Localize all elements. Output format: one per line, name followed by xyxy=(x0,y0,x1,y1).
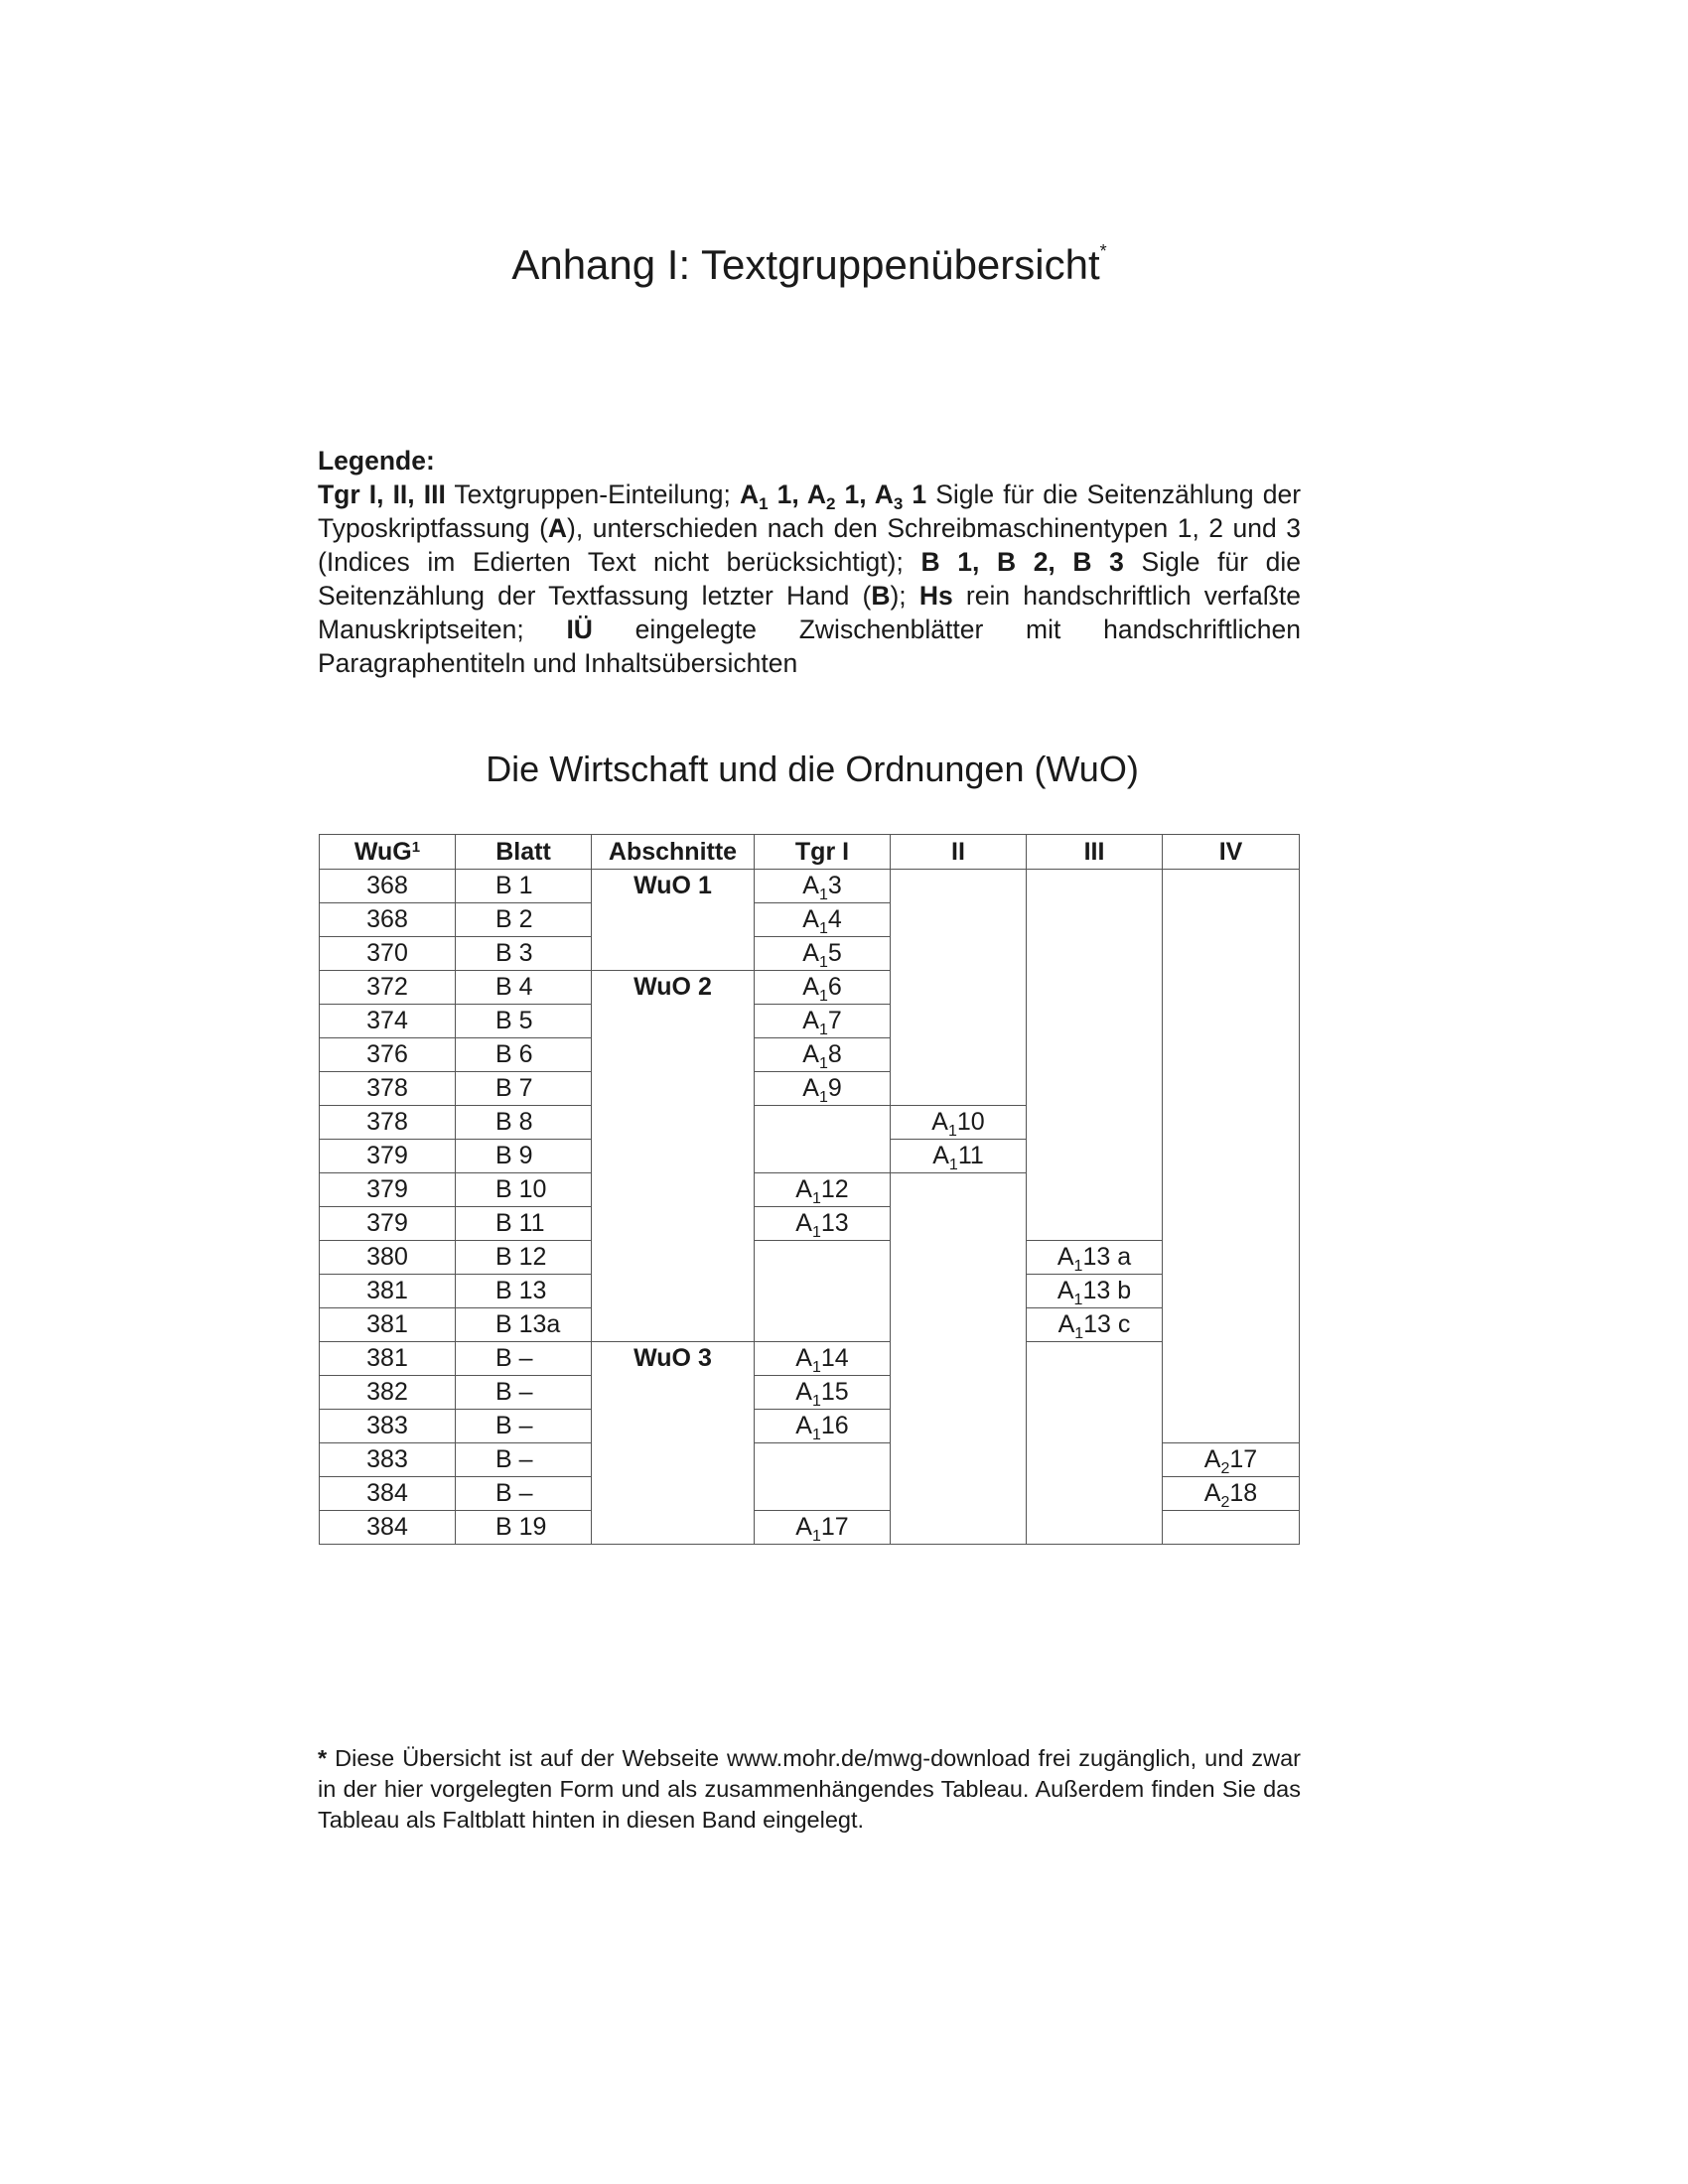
legend-term: A xyxy=(547,513,568,543)
cell-blatt: B – xyxy=(456,1342,592,1376)
cell-tgr-ii xyxy=(891,1376,1027,1410)
sigle-letter: A xyxy=(932,1142,949,1169)
cell-tgr-iii xyxy=(1027,903,1163,937)
legend-sigle-a xyxy=(739,479,927,513)
cell-blatt: B 13 xyxy=(456,1275,592,1308)
cell-tgr-ii xyxy=(891,971,1027,1005)
cell-blatt: B 6 xyxy=(456,1038,592,1072)
cell-tgr-iv xyxy=(1163,1376,1300,1410)
footnote-reference-mark: * xyxy=(1099,241,1107,261)
sigle-page: 4 xyxy=(827,905,842,933)
cell-blatt: B 9 xyxy=(456,1140,592,1173)
cell-tgr-iv xyxy=(1163,1241,1300,1275)
cell-abschnitt: WuO 3 xyxy=(592,1342,755,1376)
sigle-index: 1 xyxy=(759,494,769,513)
table-row xyxy=(320,1005,1300,1038)
table-row xyxy=(320,1511,1300,1545)
cell-tgr-iv xyxy=(1163,1173,1300,1207)
sigle-letter: A xyxy=(739,479,760,509)
cell-blatt: B 1 xyxy=(456,870,592,903)
cell-tgr-iii xyxy=(1027,1005,1163,1038)
sigle-index: 1 xyxy=(1073,1258,1083,1275)
cell-tgr-iii xyxy=(1027,1308,1163,1342)
cell-tgr-iii xyxy=(1027,1342,1163,1376)
sigle-index: 1 xyxy=(947,1123,957,1140)
cell-tgr-ii xyxy=(891,937,1027,971)
cell-tgr-i xyxy=(755,1207,891,1241)
legend-heading: Legende: xyxy=(318,446,435,476)
sigle-page: 15 xyxy=(820,1378,849,1406)
sigle-letter: A xyxy=(795,1513,812,1541)
sigle-index: 1 xyxy=(811,1359,821,1376)
cell-tgr-iv xyxy=(1163,1443,1300,1477)
cell-tgr-iii xyxy=(1027,937,1163,971)
cell-abschnitt xyxy=(592,1207,755,1241)
sigle-page: 17 xyxy=(1229,1445,1258,1473)
sigle-index: 1 xyxy=(818,1022,828,1038)
cell-wug: 378 xyxy=(320,1106,456,1140)
table-row xyxy=(320,1443,1300,1477)
table-row xyxy=(320,1072,1300,1106)
sigle-num: 1 xyxy=(903,479,927,509)
table-row xyxy=(320,903,1300,937)
table-row xyxy=(320,1207,1300,1241)
section-title: Die Wirtschaft und die Ordnungen (WuO) xyxy=(486,749,1139,789)
legend-text: ); xyxy=(890,581,919,611)
cell-abschnitt xyxy=(592,1477,755,1511)
sigle-letter: A xyxy=(802,872,819,899)
cell-blatt: B 3 xyxy=(456,937,592,971)
cell-blatt: B 2 xyxy=(456,903,592,937)
sigle-num: 1, xyxy=(768,479,807,509)
table-body xyxy=(320,870,1300,1545)
sigle-page: 13 b xyxy=(1082,1277,1132,1304)
cell-tgr-iii xyxy=(1027,1072,1163,1106)
cell-wug: 384 xyxy=(320,1477,456,1511)
sigle-letter: A xyxy=(1203,1445,1221,1473)
cell-tgr-iii xyxy=(1027,1106,1163,1140)
sigle-page: 5 xyxy=(827,939,842,967)
table-row xyxy=(320,1106,1300,1140)
cell-blatt: B – xyxy=(456,1477,592,1511)
sigle-index: 3 xyxy=(893,494,904,513)
sigle-letter: A xyxy=(806,479,826,509)
table-row xyxy=(320,1038,1300,1072)
cell-tgr-iv xyxy=(1163,1342,1300,1376)
table-row xyxy=(320,870,1300,903)
sigle-letter: A xyxy=(802,1074,819,1102)
cell-blatt: B 7 xyxy=(456,1072,592,1106)
legend-term: IÜ xyxy=(566,614,593,644)
header-wug-label: WuG xyxy=(353,837,412,866)
cell-tgr-iv xyxy=(1163,1207,1300,1241)
cell-tgr-ii xyxy=(891,1072,1027,1106)
sigle-page: 9 xyxy=(827,1074,842,1102)
header-wug xyxy=(320,835,456,870)
sigle-page: 17 xyxy=(820,1513,849,1541)
cell-tgr-ii xyxy=(891,1241,1027,1275)
cell-tgr-i xyxy=(755,1410,891,1443)
cell-tgr-ii xyxy=(891,903,1027,937)
sigle-index: 2 xyxy=(1220,1494,1230,1511)
cell-wug: 383 xyxy=(320,1443,456,1477)
cell-tgr-ii xyxy=(891,1443,1027,1477)
cell-tgr-ii xyxy=(891,1106,1027,1140)
table-row xyxy=(320,1241,1300,1275)
cell-wug: 372 xyxy=(320,971,456,1005)
footnote-mark: * xyxy=(318,1745,328,1771)
sigle-letter: A xyxy=(802,905,819,933)
cell-abschnitt xyxy=(592,1443,755,1477)
sigle-page: 13 xyxy=(820,1209,849,1237)
sigle-index: 1 xyxy=(818,887,828,903)
cell-blatt: B 5 xyxy=(456,1005,592,1038)
cell-tgr-iii xyxy=(1027,1207,1163,1241)
header-tgr-iv: IV xyxy=(1163,835,1300,870)
sigle-letter: A xyxy=(795,1412,812,1439)
cell-tgr-iv xyxy=(1163,870,1300,903)
cell-tgr-iv xyxy=(1163,903,1300,937)
cell-wug: 383 xyxy=(320,1410,456,1443)
header-abschnitte: Abschnitte xyxy=(592,835,755,870)
sigle-page: 8 xyxy=(827,1040,842,1068)
sigle-page: 18 xyxy=(1229,1479,1258,1507)
sigle-letter: A xyxy=(802,939,819,967)
footnote-text: Diese Übersicht ist auf der Webseite www.mohr.de/mwg-download frei zugänglich, und zwar in der hier vorgelegten Form und als zusammenhängendes Tableau. Außerdem finden Sie das Tableau als Faltblatt hinten in diesen Band eingelegt. xyxy=(318,1745,1301,1833)
cell-tgr-iii xyxy=(1027,971,1163,1005)
sigle-index: 1 xyxy=(1073,1292,1083,1308)
sigle-page: 10 xyxy=(956,1108,985,1136)
cell-abschnitt xyxy=(592,1140,755,1173)
cell-tgr-iv xyxy=(1163,1106,1300,1140)
cell-tgr-iv xyxy=(1163,1410,1300,1443)
cell-abschnitt xyxy=(592,937,755,971)
cell-tgr-i xyxy=(755,1106,891,1140)
cell-tgr-ii xyxy=(891,870,1027,903)
header-tgr-iii: III xyxy=(1027,835,1163,870)
cell-abschnitt xyxy=(592,1005,755,1038)
cell-wug: 376 xyxy=(320,1038,456,1072)
sigle-index: 1 xyxy=(818,1055,828,1072)
cell-tgr-i xyxy=(755,1241,891,1275)
cell-blatt: B 12 xyxy=(456,1241,592,1275)
sigle-index: 1 xyxy=(811,1427,821,1443)
cell-tgr-iv xyxy=(1163,1038,1300,1072)
sigle-index: 1 xyxy=(811,1224,821,1241)
sigle-letter: A xyxy=(802,1040,819,1068)
sigle-index: 1 xyxy=(818,920,828,937)
cell-wug: 368 xyxy=(320,903,456,937)
sigle-index: 2 xyxy=(1220,1460,1230,1477)
sigle-letter: A xyxy=(795,1344,812,1372)
table-row xyxy=(320,1140,1300,1173)
cell-tgr-i xyxy=(755,1477,891,1511)
sigle-index: 1 xyxy=(818,1089,828,1106)
header-blatt: Blatt xyxy=(456,835,592,870)
cell-wug: 381 xyxy=(320,1342,456,1376)
page-title-text: Anhang I: Textgruppenübersicht xyxy=(511,241,1100,288)
cell-tgr-ii xyxy=(891,1005,1027,1038)
cell-tgr-iii xyxy=(1027,1241,1163,1275)
table-row xyxy=(320,1275,1300,1308)
sigle-index: 1 xyxy=(811,1190,821,1207)
cell-tgr-iv xyxy=(1163,1140,1300,1173)
sigle-page: 14 xyxy=(820,1344,849,1372)
cell-abschnitt: WuO 1 xyxy=(592,870,755,903)
legend-text: rein handschriftlich verfaßte Manuskriptseiten; xyxy=(318,581,1301,644)
cell-blatt: B 4 xyxy=(456,971,592,1005)
sigle-num: 1, xyxy=(835,479,875,509)
cell-wug: 384 xyxy=(320,1511,456,1545)
sigle-letter: A xyxy=(802,1007,819,1034)
cell-abschnitt xyxy=(592,1072,755,1106)
page-title xyxy=(0,241,1618,289)
cell-tgr-iv xyxy=(1163,971,1300,1005)
cell-tgr-ii xyxy=(891,1038,1027,1072)
cell-abschnitt: WuO 2 xyxy=(592,971,755,1005)
cell-tgr-i xyxy=(755,1140,891,1173)
cell-tgr-ii xyxy=(891,1207,1027,1241)
cell-tgr-i xyxy=(755,937,891,971)
sigle-index: 1 xyxy=(948,1157,958,1173)
cell-blatt: B 10 xyxy=(456,1173,592,1207)
cell-tgr-iv xyxy=(1163,1511,1300,1545)
table-row xyxy=(320,1342,1300,1376)
cell-abschnitt xyxy=(592,1376,755,1410)
sigle-index: 2 xyxy=(825,494,836,513)
cell-abschnitt xyxy=(592,903,755,937)
sigle-page: 13 a xyxy=(1082,1243,1132,1271)
sigle-index: 1 xyxy=(818,954,828,971)
cell-tgr-iv xyxy=(1163,937,1300,971)
table-header-row xyxy=(320,835,1300,870)
cell-tgr-ii xyxy=(891,1308,1027,1342)
sigle-page: 16 xyxy=(820,1412,849,1439)
cell-wug: 381 xyxy=(320,1308,456,1342)
sigle-page: 7 xyxy=(827,1007,842,1034)
table-row xyxy=(320,937,1300,971)
cell-tgr-iii xyxy=(1027,1140,1163,1173)
sigle-page: 12 xyxy=(820,1175,849,1203)
header-tgr-ii: II xyxy=(891,835,1027,870)
cell-blatt: B 11 xyxy=(456,1207,592,1241)
cell-blatt: B 8 xyxy=(456,1106,592,1140)
cell-tgr-ii xyxy=(891,1173,1027,1207)
cell-wug: 382 xyxy=(320,1376,456,1410)
sigle-letter: A xyxy=(795,1378,812,1406)
cell-tgr-iv xyxy=(1163,1477,1300,1511)
cell-blatt: B – xyxy=(456,1443,592,1477)
cell-wug: 379 xyxy=(320,1173,456,1207)
cell-tgr-iii xyxy=(1027,1410,1163,1443)
text-group-table xyxy=(319,834,1300,1545)
table-row xyxy=(320,1477,1300,1511)
table-row xyxy=(320,971,1300,1005)
cell-tgr-i xyxy=(755,1342,891,1376)
cell-tgr-i xyxy=(755,1072,891,1106)
cell-tgr-i xyxy=(755,1173,891,1207)
cell-tgr-iii xyxy=(1027,1038,1163,1072)
sigle-page: 13 c xyxy=(1083,1310,1131,1338)
cell-blatt: B – xyxy=(456,1410,592,1443)
cell-tgr-i xyxy=(755,1308,891,1342)
cell-tgr-i xyxy=(755,903,891,937)
cell-tgr-iii xyxy=(1027,1376,1163,1410)
sigle-page: 11 xyxy=(957,1142,984,1169)
sigle-letter: A xyxy=(1056,1243,1074,1271)
cell-abschnitt xyxy=(592,1511,755,1545)
cell-tgr-i xyxy=(755,971,891,1005)
table-row xyxy=(320,1410,1300,1443)
cell-abschnitt xyxy=(592,1308,755,1342)
cell-abschnitt xyxy=(592,1275,755,1308)
legend xyxy=(318,444,1301,680)
cell-wug: 374 xyxy=(320,1005,456,1038)
cell-tgr-i xyxy=(755,870,891,903)
sigle-letter: A xyxy=(802,973,819,1001)
legend-term: B 1, B 2, B 3 xyxy=(920,547,1124,577)
cell-wug: 370 xyxy=(320,937,456,971)
cell-tgr-iii xyxy=(1027,870,1163,903)
cell-blatt: B 19 xyxy=(456,1511,592,1545)
sigle-letter: A xyxy=(874,479,894,509)
cell-wug: 380 xyxy=(320,1241,456,1275)
legend-text: ), unterschieden nach den Schreibmaschinentypen 1, 2 und 3 (Indices im Edierten Text nicht berücksichtigt); xyxy=(318,513,1301,577)
sigle-letter: A xyxy=(1056,1277,1074,1304)
cell-wug: 379 xyxy=(320,1207,456,1241)
table-row xyxy=(320,1376,1300,1410)
cell-abschnitt xyxy=(592,1241,755,1275)
cell-wug: 368 xyxy=(320,870,456,903)
table-row xyxy=(320,1308,1300,1342)
legend-term: Hs xyxy=(918,581,953,611)
cell-tgr-iv xyxy=(1163,1275,1300,1308)
cell-tgr-iii xyxy=(1027,1275,1163,1308)
legend-term: B xyxy=(871,581,891,611)
cell-tgr-i xyxy=(755,1443,891,1477)
sigle-index: 1 xyxy=(811,1528,821,1545)
sigle-page: 6 xyxy=(827,973,842,1001)
cell-abschnitt xyxy=(592,1410,755,1443)
legend-text: eingelegte Zwischenblätter mit handschriftlichen Paragraphentiteln und Inhaltsübersichten xyxy=(318,614,1301,678)
cell-tgr-iv xyxy=(1163,1005,1300,1038)
cell-abschnitt xyxy=(592,1038,755,1072)
cell-blatt: B – xyxy=(456,1376,592,1410)
cell-tgr-iv xyxy=(1163,1308,1300,1342)
sigle-index: 1 xyxy=(811,1393,821,1410)
sigle-page: 3 xyxy=(827,872,842,899)
cell-tgr-iii xyxy=(1027,1511,1163,1545)
cell-tgr-iv xyxy=(1163,1072,1300,1106)
cell-tgr-iii xyxy=(1027,1477,1163,1511)
cell-tgr-i xyxy=(755,1038,891,1072)
legend-text: Sigle für die Seitenzählung der Textfassung letzter Hand ( xyxy=(318,547,1301,611)
cell-tgr-ii xyxy=(891,1275,1027,1308)
sigle-letter: A xyxy=(795,1175,812,1203)
cell-tgr-ii xyxy=(891,1410,1027,1443)
cell-tgr-ii xyxy=(891,1511,1027,1545)
legend-tgr-term: Tgr I, II, III xyxy=(318,479,446,509)
cell-wug: 379 xyxy=(320,1140,456,1173)
cell-tgr-i xyxy=(755,1275,891,1308)
cell-abschnitt xyxy=(592,1106,755,1140)
cell-tgr-ii xyxy=(891,1342,1027,1376)
sigle-index: 1 xyxy=(818,988,828,1005)
cell-tgr-i xyxy=(755,1005,891,1038)
cell-tgr-i xyxy=(755,1511,891,1545)
sigle-letter: A xyxy=(795,1209,812,1237)
cell-tgr-ii xyxy=(891,1140,1027,1173)
cell-tgr-ii xyxy=(891,1477,1027,1511)
header-wug-note: 1 xyxy=(411,838,421,856)
cell-wug: 381 xyxy=(320,1275,456,1308)
cell-abschnitt xyxy=(592,1173,755,1207)
table-row xyxy=(320,1173,1300,1207)
sigle-letter: A xyxy=(1057,1310,1075,1338)
cell-wug: 378 xyxy=(320,1072,456,1106)
footnote xyxy=(318,1743,1301,1836)
sigle-letter: A xyxy=(1203,1479,1221,1507)
sigle-index: 1 xyxy=(1074,1325,1084,1342)
header-tgr-i: Tgr I xyxy=(755,835,891,870)
cell-blatt: B 13a xyxy=(456,1308,592,1342)
cell-tgr-i xyxy=(755,1376,891,1410)
cell-tgr-iii xyxy=(1027,1173,1163,1207)
cell-tgr-iii xyxy=(1027,1443,1163,1477)
sigle-letter: A xyxy=(931,1108,948,1136)
legend-text: Textgruppen-Einteilung; xyxy=(445,479,740,509)
legend-text: Sigle für die Seitenzählung der Typoskriptfassung ( xyxy=(318,479,1302,543)
